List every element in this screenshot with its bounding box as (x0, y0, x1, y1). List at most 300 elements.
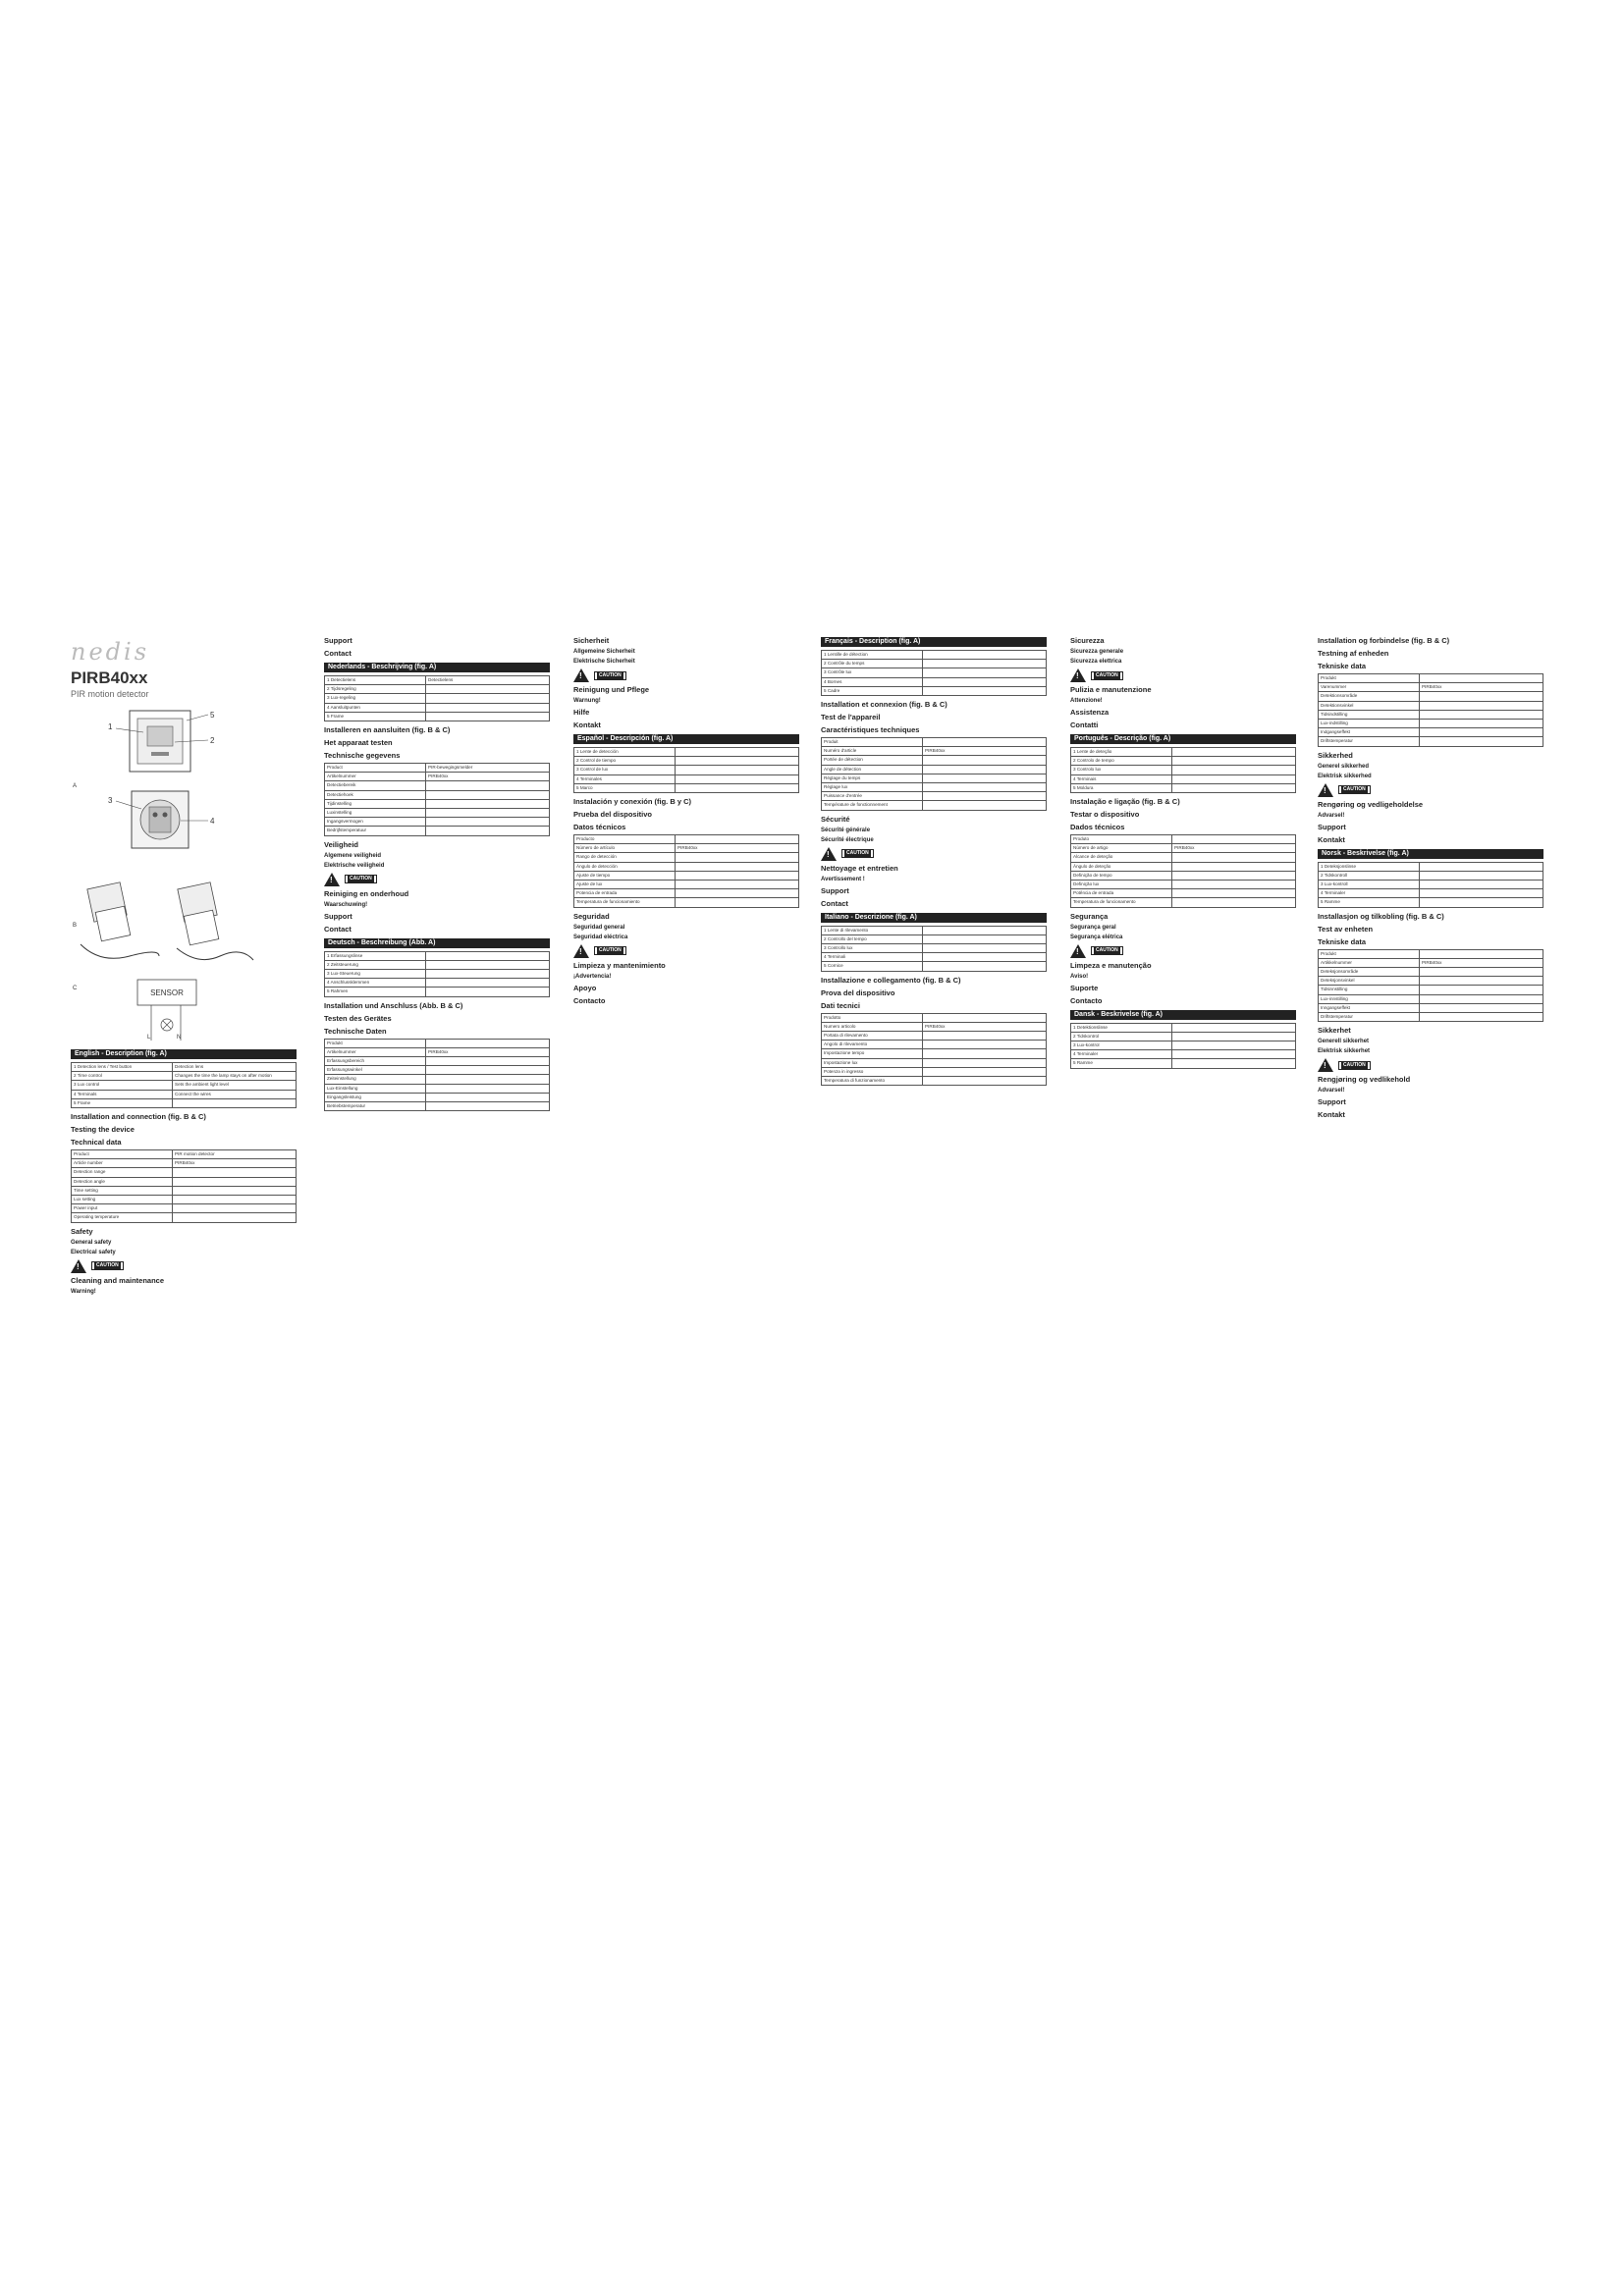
table-key-cell: Detection range (72, 1168, 173, 1177)
subsection-heading: Avertissement ! (821, 876, 865, 882)
table-value-cell (1420, 898, 1543, 907)
table-row (1071, 871, 1296, 880)
language-section-header: Español - Descripción (fig. A) (573, 734, 799, 744)
table-value-cell (923, 1077, 1047, 1086)
table-key-cell: Rango de detección (574, 853, 676, 862)
table-key-cell: Ajuste de tiempo (574, 871, 676, 880)
table-key-cell: Produkt (1319, 949, 1420, 958)
spec-table (324, 763, 550, 836)
table-key-cell: 3 Lux control (72, 1081, 173, 1090)
table-key-cell: Potenza in ingresso (822, 1067, 923, 1076)
caution-warning (821, 847, 1047, 861)
table-row (822, 660, 1047, 668)
table-value-cell (1420, 881, 1543, 889)
section-heading: Segurança (1070, 911, 1109, 921)
table-row (574, 757, 799, 766)
table-key-cell: 3 Controllo lux (822, 944, 923, 953)
table-value-cell (1172, 871, 1296, 880)
table-key-cell: Potência de entrada (1071, 889, 1172, 898)
table-row (822, 651, 1047, 660)
subsection-heading: Sécurité générale (821, 827, 871, 833)
table-row (1071, 853, 1296, 862)
table-row (72, 1186, 297, 1195)
section-heading: Installazione e collegamento (fig. B & C) (821, 975, 961, 985)
table-value-cell (676, 835, 799, 844)
table-value-cell: PIRB40xx (173, 1159, 297, 1168)
table-key-cell: Detektionsområde (1319, 692, 1420, 701)
language-section-header: Nederlands - Beschrijving (fig. A) (324, 663, 550, 672)
table-value-cell (1420, 949, 1543, 958)
caution-warning (1070, 668, 1296, 682)
table-row (325, 1102, 550, 1111)
table-key-cell: Numero articolo (822, 1022, 923, 1031)
table-key-cell: Artikelnummer (325, 1047, 426, 1056)
table-value-cell (676, 783, 799, 792)
spec-table (821, 650, 1047, 696)
table-key-cell: 5 Ramme (1319, 898, 1420, 907)
table-value-cell (426, 827, 550, 835)
table-key-cell: Bedrijfstemperatuur (325, 827, 426, 835)
caution-warning (1070, 944, 1296, 958)
warning-triangle-icon: ! (71, 1259, 86, 1273)
table-key-cell: Ángulo de detección (574, 862, 676, 871)
section-heading: Hilfe (573, 708, 590, 717)
table-row (822, 738, 1047, 747)
section-heading: Dados técnicos (1070, 823, 1125, 832)
table-value-cell (426, 712, 550, 721)
section-heading: Support (821, 885, 849, 895)
table-key-cell: Produit (822, 738, 923, 747)
section-heading: Limpieza y mantenimiento (573, 960, 666, 970)
subsection-heading: Elektrisk sikkerhed (1318, 773, 1372, 779)
section-heading: Suporte (1070, 983, 1099, 992)
table-key-cell: Numéro d'article (822, 747, 923, 756)
warning-triangle-icon: ! (1070, 668, 1086, 682)
table-row (325, 1075, 550, 1084)
brand-logo: nedis (71, 638, 150, 666)
table-key-cell: 3 Lux-regeling (325, 694, 426, 703)
table-key-cell: Zeiteinstellung (325, 1075, 426, 1084)
spec-table (821, 1013, 1047, 1087)
table-row (822, 926, 1047, 934)
table-key-cell: 2 Zeitsteuerung (325, 960, 426, 969)
table-value-cell (426, 703, 550, 712)
table-row (72, 1196, 297, 1204)
table-key-cell: Artikelnummer (325, 773, 426, 781)
subsection-heading: Warnung! (573, 698, 601, 704)
table-value-cell (923, 686, 1047, 695)
spec-table (324, 951, 550, 997)
table-row (1071, 783, 1296, 792)
table-key-cell: 4 Anschlussklemmen (325, 979, 426, 988)
table-value-cell (676, 881, 799, 889)
table-value-cell (1420, 674, 1543, 683)
table-value-cell: PIRB40xx (1420, 683, 1543, 692)
section-heading: Support (324, 911, 352, 921)
section-heading: Het apparaat testen (324, 738, 393, 748)
section-heading: Sikkerhet (1318, 1026, 1351, 1036)
spec-table (573, 834, 799, 908)
section-heading: Testar o dispositivo (1070, 810, 1140, 820)
table-value-cell (1420, 986, 1543, 994)
section-heading: Testen des Gerätes (324, 1013, 392, 1023)
table-row (325, 951, 550, 960)
subsection-heading: Elektrische Sicherheit (573, 659, 635, 665)
table-key-cell: Detection angle (72, 1177, 173, 1186)
section-heading: Sicherheit (573, 636, 610, 645)
table-key-cell: 4 Terminaler (1071, 1050, 1172, 1059)
warning-triangle-icon: ! (324, 873, 340, 886)
table-key-cell: Varenummer (1319, 683, 1420, 692)
figure-a-front-view (116, 711, 208, 772)
section-heading: Installation et connexion (fig. B & C) (821, 700, 947, 710)
table-key-cell: Tidsindstilling (1319, 710, 1420, 719)
table-key-cell: Temperatura de funcionamiento (574, 898, 676, 907)
section-heading: Installation og forbindelse (fig. B & C) (1318, 636, 1450, 645)
section-heading: Instalação e ligação (fig. B & C) (1070, 797, 1180, 807)
table-row (1319, 720, 1543, 728)
table-row (1071, 774, 1296, 783)
table-value-cell (923, 774, 1047, 782)
table-row (574, 748, 799, 757)
section-heading: Prueba del dispositivo (573, 810, 653, 820)
table-row (1319, 898, 1543, 907)
table-key-cell: Erfassungswinkel (325, 1066, 426, 1075)
table-row (72, 1213, 297, 1222)
table-value-cell (1172, 881, 1296, 889)
table-value-cell (923, 1067, 1047, 1076)
table-row (1319, 1013, 1543, 1022)
caution-badge: CAUTION (1091, 671, 1123, 680)
table-row (325, 703, 550, 712)
table-row (822, 801, 1047, 810)
table-value-cell: PIRB40xx (676, 844, 799, 853)
language-section-header: Italiano - Descrizione (fig. A) (821, 913, 1047, 923)
section-heading: Datos técnicos (573, 823, 626, 832)
callout-5: 5 (210, 711, 215, 720)
table-key-cell: Driftstemperatur (1319, 737, 1420, 746)
language-section-header: Norsk - Beskrivelse (fig. A) (1318, 849, 1543, 859)
table-value-cell (1172, 1059, 1296, 1068)
table-key-cell: 5 Ramme (1071, 1059, 1172, 1068)
diagram-neutral-label: N (177, 1035, 182, 1041)
table-value-cell (426, 1102, 550, 1111)
subsection-heading: Advarsel! (1318, 812, 1345, 819)
table-key-cell: 4 Terminaler (1319, 889, 1420, 898)
table-row (822, 1049, 1047, 1058)
spec-table (821, 737, 1047, 811)
table-row (1319, 674, 1543, 683)
table-value-cell (1172, 1050, 1296, 1059)
subsection-heading: Aviso! (1070, 973, 1089, 980)
figure-b-label: B (73, 923, 78, 929)
table-value-cell (426, 1039, 550, 1047)
table-key-cell: Detektionsvinkel (1319, 701, 1420, 710)
section-heading: Reinigung und Pflege (573, 685, 650, 694)
caution-warning (1318, 1058, 1543, 1072)
table-key-cell: 5 Cadre (822, 686, 923, 695)
table-row (72, 1177, 297, 1186)
subsection-heading: Sicurezza generale (1070, 649, 1124, 655)
language-section-header: English - Description (fig. A) (71, 1049, 297, 1059)
table-row (325, 988, 550, 996)
model-number: PIRB40xx (71, 668, 148, 687)
table-key-cell: 1 Erfassungslinse (325, 951, 426, 960)
table-key-cell: Betriebstemperatur (325, 1102, 426, 1111)
table-row (574, 898, 799, 907)
table-key-cell: 1 Lentille de détection (822, 651, 923, 660)
table-row (574, 889, 799, 898)
table-row (574, 881, 799, 889)
table-key-cell: 3 Control de lux (574, 766, 676, 774)
table-value-cell (1420, 977, 1543, 986)
table-key-cell: Definição lux (1071, 881, 1172, 889)
table-row (1319, 889, 1543, 898)
table-row (325, 781, 550, 790)
table-row (822, 962, 1047, 971)
spec-table (573, 747, 799, 793)
spec-table (324, 1039, 550, 1112)
table-value-cell (426, 809, 550, 818)
table-value-cell (173, 1204, 297, 1213)
table-key-cell: Réglage lux (822, 783, 923, 792)
table-value-cell (173, 1196, 297, 1204)
table-row (822, 1032, 1047, 1041)
table-row (822, 934, 1047, 943)
table-value-cell (923, 944, 1047, 953)
product-figures (71, 699, 287, 1042)
table-value-cell (1172, 862, 1296, 871)
table-value-cell (1172, 748, 1296, 757)
subsection-heading: Warning! (71, 1288, 96, 1295)
section-heading: Test av enheten (1318, 924, 1374, 934)
table-value-cell (426, 694, 550, 703)
table-row (822, 1013, 1047, 1022)
table-row (325, 827, 550, 835)
table-row (1319, 728, 1543, 737)
table-key-cell: 5 Marco (574, 783, 676, 792)
table-key-cell: Alcance de deteção (1071, 853, 1172, 862)
table-row (72, 1098, 297, 1107)
table-value-cell (426, 951, 550, 960)
table-key-cell: Réglage du temps (822, 774, 923, 782)
subsection-heading: Sécurité électrique (821, 836, 874, 843)
table-key-cell: Tidsinnstilling (1319, 986, 1420, 994)
section-heading: Sicurezza (1070, 636, 1105, 645)
table-value-cell (426, 960, 550, 969)
table-value-cell (173, 1168, 297, 1177)
table-row (822, 792, 1047, 801)
table-key-cell: 1 Lente de deteção (1071, 748, 1172, 757)
table-value-cell (923, 926, 1047, 934)
table-value-cell (426, 1084, 550, 1093)
table-value-cell (1420, 968, 1543, 977)
table-value-cell (1172, 757, 1296, 766)
section-heading: Kontakt (573, 721, 601, 729)
table-value-cell (676, 862, 799, 871)
figure-a-label: A (73, 783, 78, 789)
table-row (822, 686, 1047, 695)
figure-b-installation (81, 882, 253, 960)
table-value-cell (923, 1032, 1047, 1041)
table-row (822, 756, 1047, 765)
section-heading: Technische gegevens (324, 751, 401, 761)
section-heading: Reiniging en onderhoud (324, 888, 409, 898)
section-heading: Dati tecnici (821, 1000, 861, 1010)
caution-badge: CAUTION (1338, 1061, 1371, 1070)
section-heading: Safety (71, 1226, 93, 1236)
language-section-header: Français - Description (fig. A) (821, 637, 1047, 647)
table-key-cell: Luxinstelling (325, 809, 426, 818)
spec-table (71, 1062, 297, 1108)
section-heading: Pulizia e manutenzione (1070, 685, 1152, 694)
callout-1: 1 (108, 722, 113, 731)
table-row (325, 712, 550, 721)
table-key-cell: Angle de détection (822, 765, 923, 774)
table-row (822, 1058, 1047, 1067)
table-key-cell: Operating temperature (72, 1213, 173, 1222)
table-key-cell: Eingangsleistung (325, 1093, 426, 1101)
table-row (1071, 766, 1296, 774)
table-row (1071, 1023, 1296, 1032)
table-value-cell (1172, 835, 1296, 844)
table-row (1319, 737, 1543, 746)
table-row (1071, 881, 1296, 889)
table-row (822, 953, 1047, 962)
section-heading: Sikkerhed (1318, 750, 1353, 760)
warning-triangle-icon: ! (573, 944, 589, 958)
table-value-cell (923, 1049, 1047, 1058)
table-row (1319, 986, 1543, 994)
table-value-cell (923, 801, 1047, 810)
table-key-cell: Inngangseffekt (1319, 1003, 1420, 1012)
table-row (325, 1084, 550, 1093)
table-key-cell: 3 Lux-kontroll (1319, 881, 1420, 889)
spec-table (1070, 747, 1296, 793)
subsection-heading: Algemene veiligheid (324, 852, 382, 859)
table-row (72, 1204, 297, 1213)
section-heading: Installation und Anschluss (Abb. B & C) (324, 1000, 463, 1010)
table-row (1071, 1041, 1296, 1050)
table-row (325, 764, 550, 773)
table-value-cell (676, 871, 799, 880)
section-heading: Support (1318, 822, 1346, 831)
table-value-cell (1420, 710, 1543, 719)
table-row (1071, 757, 1296, 766)
table-key-cell: Product (72, 1150, 173, 1159)
table-key-cell: Deteksjonsområde (1319, 968, 1420, 977)
spec-table (821, 926, 1047, 972)
column-english (71, 1045, 297, 2086)
table-key-cell: Artikkelnummer (1319, 958, 1420, 967)
table-value-cell (426, 799, 550, 808)
table-value-cell (173, 1098, 297, 1107)
column-german-spanish (573, 633, 799, 2086)
caution-badge: CAUTION (594, 671, 626, 680)
table-key-cell: Puissance d'entrée (822, 792, 923, 801)
caution-badge: CAUTION (841, 849, 874, 858)
table-row (72, 1081, 297, 1090)
section-heading: Tekniske data (1318, 936, 1367, 946)
subsection-heading: Electrical safety (71, 1249, 116, 1255)
table-key-cell: 2 Contrôle du temps (822, 660, 923, 668)
table-key-cell: 1 Lente de detección (574, 748, 676, 757)
table-row (325, 809, 550, 818)
table-row (1319, 692, 1543, 701)
section-heading: Kontakt (1318, 1110, 1345, 1120)
table-row (325, 676, 550, 685)
table-row (1071, 748, 1296, 757)
table-row (1071, 835, 1296, 844)
table-key-cell: Lux-Einstellung (325, 1084, 426, 1093)
section-heading: Prova del dispositivo (821, 988, 895, 997)
column-french-italian (821, 633, 1047, 2086)
warning-triangle-icon: ! (821, 847, 837, 861)
table-value-cell (1172, 1041, 1296, 1050)
caution-warning (573, 668, 799, 682)
caution-warning (573, 944, 799, 958)
table-row (72, 1168, 297, 1177)
table-row (1071, 1059, 1296, 1068)
table-row (822, 668, 1047, 677)
caution-badge: CAUTION (1091, 946, 1123, 955)
subsection-heading: Allgemeine Sicherheit (573, 649, 635, 655)
section-heading: Nettoyage et entretien (821, 863, 898, 873)
table-row (1319, 977, 1543, 986)
table-value-cell: Detection lens (173, 1063, 297, 1072)
table-key-cell: 1 Deteksjonslinse (1319, 862, 1420, 871)
table-row (1319, 881, 1543, 889)
table-row (574, 844, 799, 853)
section-heading: Instalación y conexión (fig. B y C) (573, 797, 692, 807)
spec-table (71, 1149, 297, 1223)
section-heading: Contact (324, 924, 352, 934)
section-heading: Technical data (71, 1138, 122, 1148)
column-danish-norwegian (1318, 633, 1543, 2086)
table-row (1319, 1003, 1543, 1012)
section-heading: Seguridad (573, 911, 610, 921)
table-key-cell: Lux-innstilling (1319, 994, 1420, 1003)
table-value-cell (923, 953, 1047, 962)
table-value-cell (426, 1066, 550, 1075)
table-key-cell: Número de artículo (574, 844, 676, 853)
table-value-cell: PIRB40xx (923, 1022, 1047, 1031)
table-row (574, 766, 799, 774)
table-key-cell: 1 Lente di rilevamento (822, 926, 923, 934)
section-heading: Testning af enheden (1318, 649, 1389, 658)
section-heading: Installeren en aansluiten (fig. B & C) (324, 725, 451, 735)
subsection-heading: ¡Advertencia! (573, 973, 612, 980)
table-value-cell (173, 1177, 297, 1186)
table-key-cell: Article number (72, 1159, 173, 1168)
table-key-cell: 2 Control de tiempo (574, 757, 676, 766)
table-key-cell: Deteksjonsvinkel (1319, 977, 1420, 986)
table-row (325, 685, 550, 694)
table-key-cell: Lux-indstilling (1319, 720, 1420, 728)
table-value-cell (676, 774, 799, 783)
table-value-cell (923, 783, 1047, 792)
table-value-cell (1172, 853, 1296, 862)
table-row (1319, 994, 1543, 1003)
warning-triangle-icon: ! (573, 668, 589, 682)
table-row (325, 1093, 550, 1101)
table-key-cell: 4 Terminais (1071, 774, 1172, 783)
table-row (325, 1047, 550, 1056)
table-value-cell (923, 756, 1047, 765)
table-key-cell: 1 Detektionslinse (1071, 1023, 1172, 1032)
section-heading: Technische Daten (324, 1026, 387, 1036)
caution-badge: CAUTION (345, 875, 377, 883)
